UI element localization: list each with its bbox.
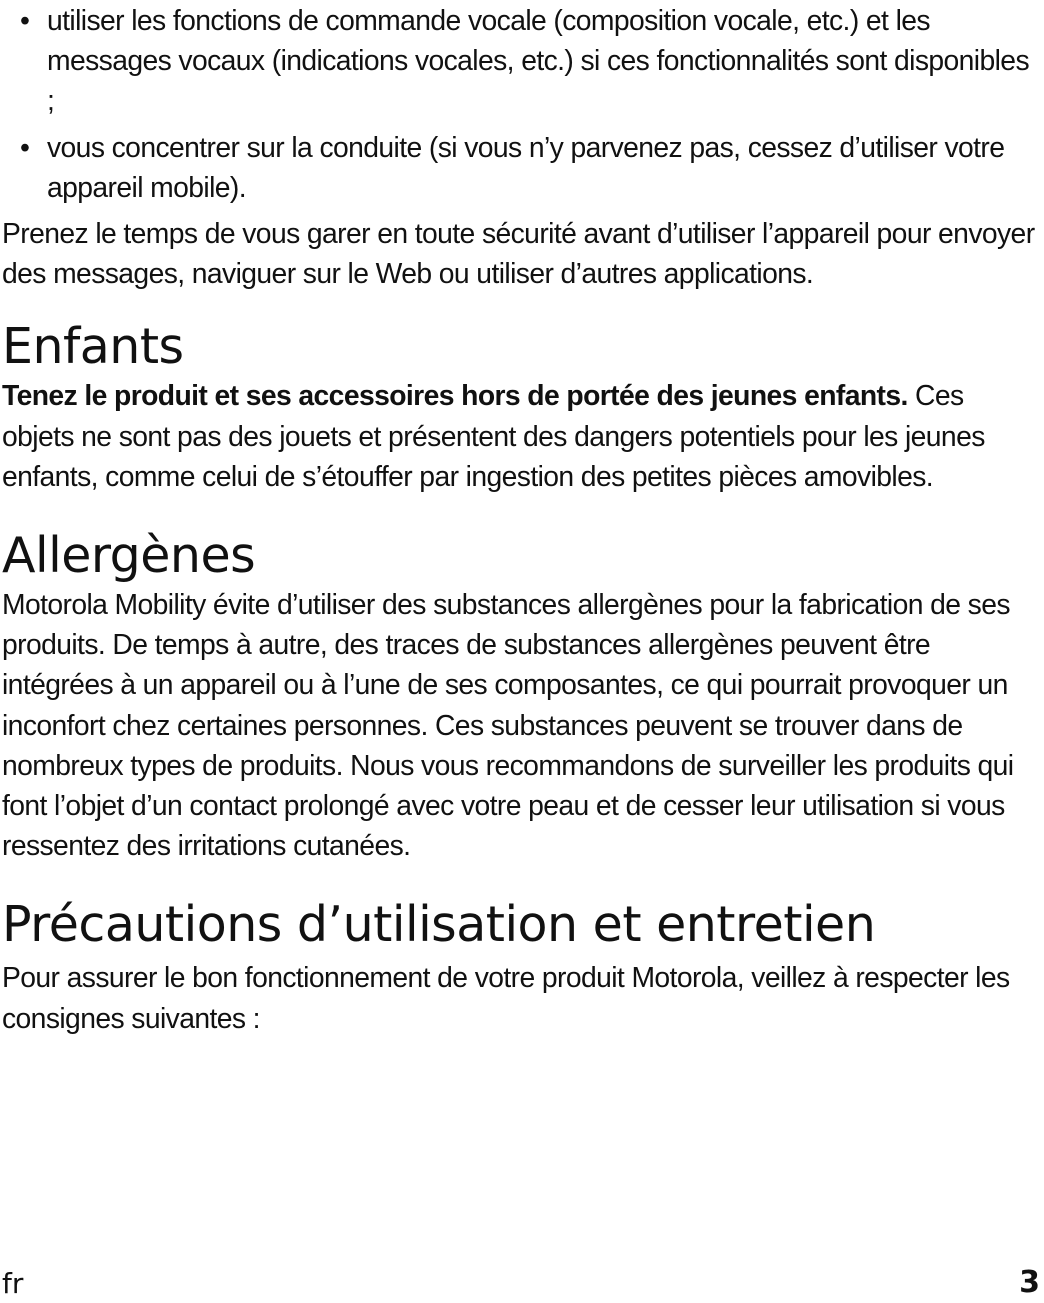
footer-language: fr: [2, 1267, 24, 1300]
bullet-text: utiliser les fonctions de commande vocale (composition vocale, etc.) et les messages vocaux (indications vocales, etc.) si ces fonctionnalités sont disponibles ;: [47, 4, 1029, 117]
section-body-enfants: [2, 375, 1042, 496]
bullet-marker: •: [20, 130, 30, 163]
section-heading-precautions: Précautions d’utilisation et entretien: [2, 896, 876, 954]
bullet-marker: •: [20, 4, 30, 36]
section-body-allergenes: Motorola Mobility évite d’utiliser des substances allergènes pour la fabrication de ses produits. De temps à autre, des traces de substances allergènes peuvent être intégrées à un appareil ou à l’une de ses composantes, ce qui pourrait provoquer un inconfort chez certaines personnes. Ces substances peuvent se trouver dans de nombreux types de produits. Nous vous recommandons de surveiller les produits qui font l’objet d’un contact prolongé avec votre peau et de cesser leur utilisation si vous ressentez des irritations cutanées.: [2, 588, 1014, 862]
section-body-precautions: Pour assurer le bon fonctionnement de votre produit Motorola, veillez à respecter les consignes suivantes :: [2, 961, 1010, 1034]
page-number: 3: [1019, 1265, 1040, 1300]
section-heading-enfants: Enfants: [2, 318, 184, 376]
list-item: [2, 0, 1042, 121]
list-item: [2, 127, 1042, 207]
enfants-body-text: Ces objets ne sont pas des jouets et présentent des dangers potentiels pour les jeunes enfants, comme celui de s’étouffer par ingestion des petites pièces amovibles.: [2, 379, 985, 492]
enfants-lead-text: Tenez le produit et ses accessoires hors de portée des jeunes enfants.: [2, 379, 908, 412]
section-heading-allergenes: Allergènes: [2, 527, 256, 585]
page-content: [2, 0, 1042, 1038]
bullet-list: [2, 0, 1042, 207]
intro-paragraph: Prenez le temps de vous garer en toute sécurité avant d’utiliser l’appareil pour envoyer des messages, naviguer sur le Web ou utiliser d’autres applications.: [2, 217, 1035, 290]
bullet-text: vous concentrer sur la conduite (si vous n’y parvenez pas, cessez d’utiliser votre appareil mobile).: [47, 130, 1005, 203]
